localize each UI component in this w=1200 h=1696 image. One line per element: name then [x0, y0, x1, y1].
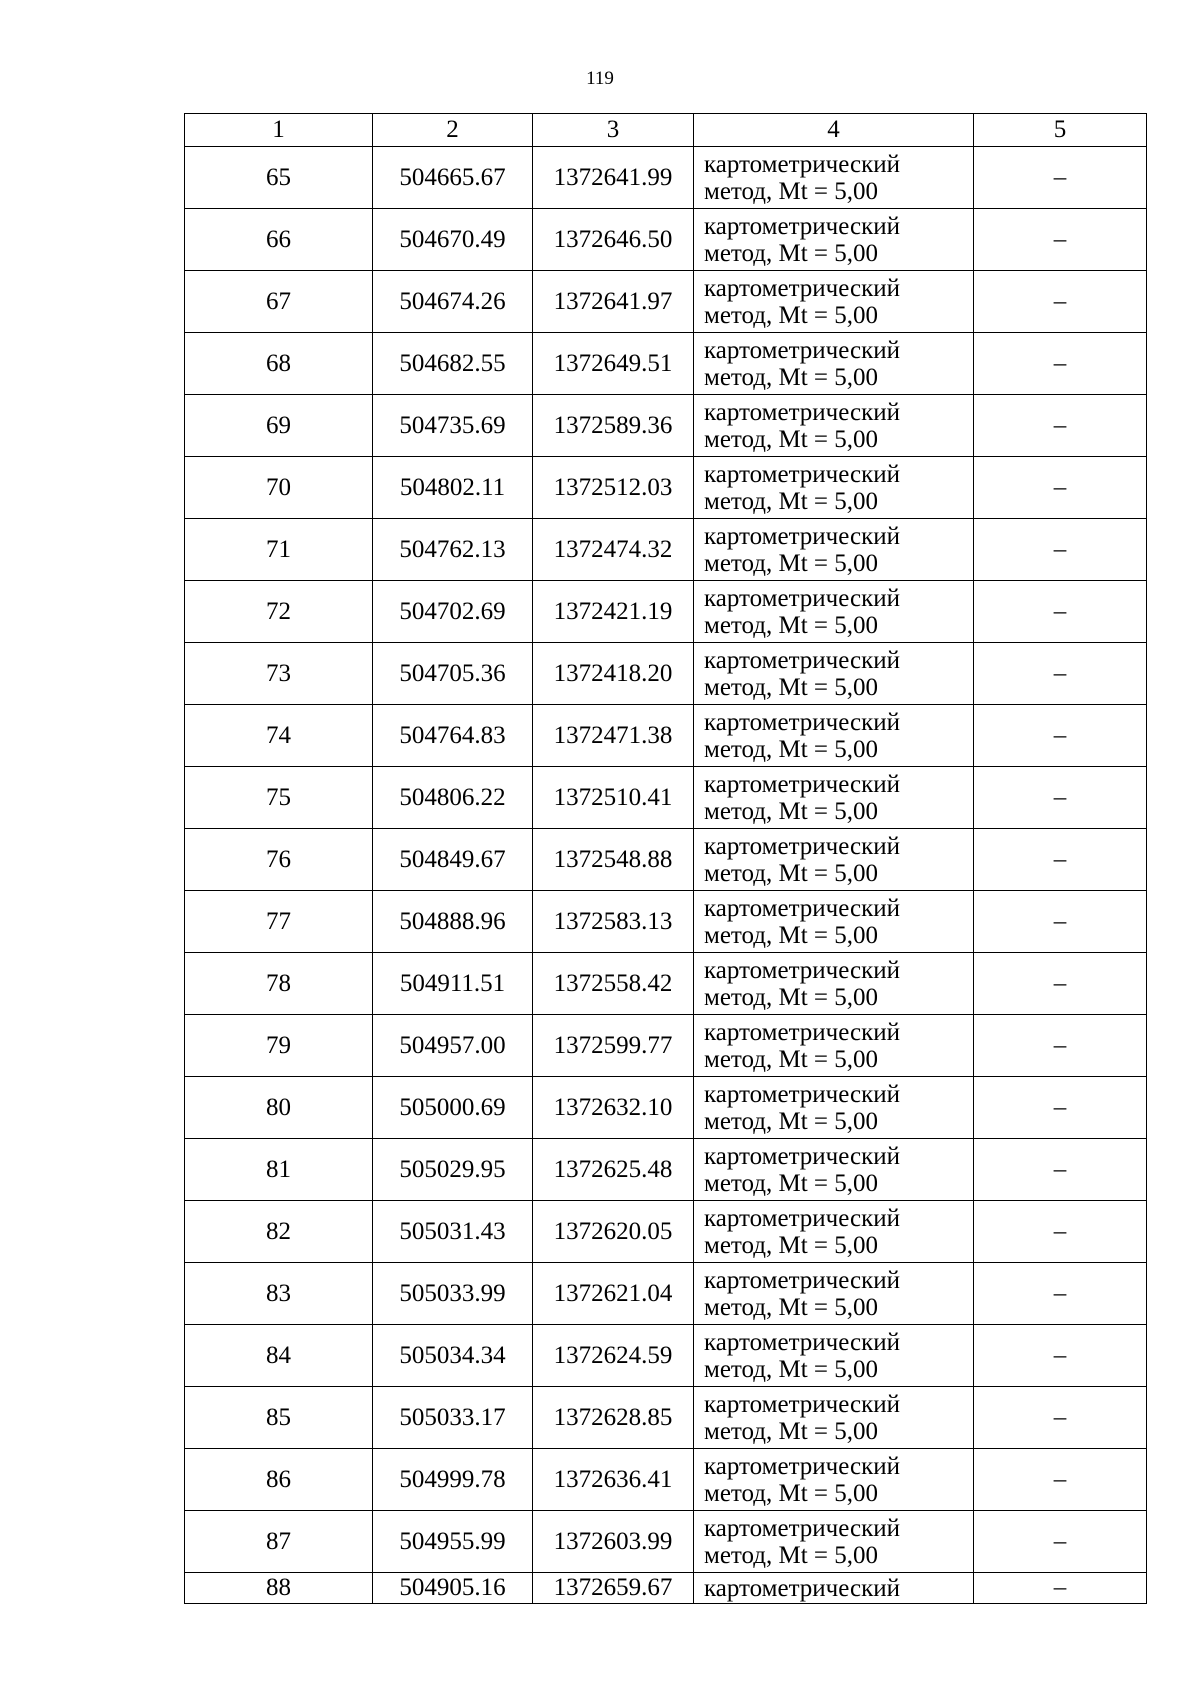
y-coordinate-cell: 1372558.42 [533, 953, 694, 1015]
x-coordinate-cell: 504955.99 [373, 1511, 533, 1573]
method-name: картометрический [704, 708, 900, 736]
method-name: картометрический [704, 150, 900, 178]
table-row [185, 333, 1147, 395]
y-coordinate-cell: 1372599.77 [533, 1015, 694, 1077]
notes-cell: – [974, 1511, 1147, 1573]
point-number-cell: 77 [185, 891, 373, 953]
point-number-cell: 73 [185, 643, 373, 705]
point-number-cell: 65 [185, 147, 373, 209]
method-accuracy: метод, Mt = 5,00 [704, 1541, 879, 1569]
notes-cell: – [974, 1325, 1147, 1387]
table-row [185, 1387, 1147, 1449]
method-accuracy: метод, Mt = 5,00 [704, 1231, 879, 1259]
column-header: 2 [373, 114, 533, 147]
table-row [185, 643, 1147, 705]
method-cell [694, 519, 974, 581]
table-row [185, 767, 1147, 829]
notes-cell: – [974, 147, 1147, 209]
y-coordinate-cell: 1372471.38 [533, 705, 694, 767]
method-accuracy: метод, Mt = 5,00 [704, 1293, 879, 1321]
table-row [185, 1263, 1147, 1325]
table-row [185, 1139, 1147, 1201]
method-name: картометрический [704, 1142, 900, 1170]
point-number-cell: 80 [185, 1077, 373, 1139]
method-accuracy: метод, Mt = 5,00 [704, 487, 879, 515]
y-coordinate-cell: 1372620.05 [533, 1201, 694, 1263]
notes-cell: – [974, 271, 1147, 333]
method-cell [694, 705, 974, 767]
notes-cell: – [974, 1077, 1147, 1139]
method-name: картометрический [704, 398, 900, 426]
point-number-cell: 74 [185, 705, 373, 767]
table-body [185, 114, 1147, 1604]
notes-cell: – [974, 209, 1147, 271]
notes-cell: – [974, 1387, 1147, 1449]
y-coordinate-cell: 1372625.48 [533, 1139, 694, 1201]
method-cell [694, 643, 974, 705]
notes-cell: – [974, 1449, 1147, 1511]
x-coordinate-cell: 504957.00 [373, 1015, 533, 1077]
method-accuracy: метод, Mt = 5,00 [704, 611, 879, 639]
method-name: картометрический [704, 894, 900, 922]
point-number-cell: 84 [185, 1325, 373, 1387]
method-cell [694, 1449, 974, 1511]
method-name: картометрический [704, 1204, 900, 1232]
notes-cell: – [974, 1573, 1147, 1604]
notes-cell: – [974, 333, 1147, 395]
y-coordinate-cell: 1372510.41 [533, 767, 694, 829]
method-accuracy: метод, Mt = 5,00 [704, 239, 879, 267]
y-coordinate-cell: 1372636.41 [533, 1449, 694, 1511]
page-number: 119 [586, 68, 614, 89]
notes-cell: – [974, 643, 1147, 705]
x-coordinate-cell: 504702.69 [373, 581, 533, 643]
notes-cell: – [974, 953, 1147, 1015]
point-number-cell: 78 [185, 953, 373, 1015]
x-coordinate-cell: 505033.17 [373, 1387, 533, 1449]
x-coordinate-cell: 504911.51 [373, 953, 533, 1015]
point-number-cell: 83 [185, 1263, 373, 1325]
method-name: картометрический [704, 770, 900, 798]
method-name: картометрический [704, 1080, 900, 1108]
method-cell [694, 271, 974, 333]
x-coordinate-cell: 504888.96 [373, 891, 533, 953]
method-cell [694, 1077, 974, 1139]
method-cell: картометрический [694, 1573, 974, 1604]
x-coordinate-cell: 504682.55 [373, 333, 533, 395]
point-number-cell: 67 [185, 271, 373, 333]
x-coordinate-cell: 504905.16 [373, 1573, 533, 1604]
y-coordinate-cell: 1372548.88 [533, 829, 694, 891]
x-coordinate-cell: 504849.67 [373, 829, 533, 891]
method-name: картометрический [704, 274, 900, 302]
table-row [185, 1077, 1147, 1139]
x-coordinate-cell: 505034.34 [373, 1325, 533, 1387]
method-accuracy: метод, Mt = 5,00 [704, 177, 879, 205]
point-number-cell: 75 [185, 767, 373, 829]
point-number-cell: 76 [185, 829, 373, 891]
x-coordinate-cell: 505000.69 [373, 1077, 533, 1139]
point-number-cell: 86 [185, 1449, 373, 1511]
method-name: картометрический [704, 1452, 900, 1480]
point-number-cell: 81 [185, 1139, 373, 1201]
method-cell [694, 1263, 974, 1325]
notes-cell: – [974, 1263, 1147, 1325]
y-coordinate-cell: 1372632.10 [533, 1077, 694, 1139]
notes-cell: – [974, 457, 1147, 519]
y-coordinate-cell: 1372649.51 [533, 333, 694, 395]
method-accuracy: метод, Mt = 5,00 [704, 859, 879, 887]
method-accuracy: метод, Mt = 5,00 [704, 921, 879, 949]
x-coordinate-cell: 504764.83 [373, 705, 533, 767]
method-cell [694, 767, 974, 829]
y-coordinate-cell: 1372583.13 [533, 891, 694, 953]
table-row [185, 1573, 1147, 1604]
y-coordinate-cell: 1372659.67 [533, 1573, 694, 1604]
notes-cell: – [974, 767, 1147, 829]
method-cell [694, 395, 974, 457]
table-row [185, 147, 1147, 209]
method-accuracy: метод, Mt = 5,00 [704, 1107, 879, 1135]
notes-cell: – [974, 1139, 1147, 1201]
method-cell [694, 1511, 974, 1573]
method-name: картометрический [704, 646, 900, 674]
table-row [185, 953, 1147, 1015]
notes-cell: – [974, 705, 1147, 767]
method-accuracy: метод, Mt = 5,00 [704, 983, 879, 1011]
table-row [185, 1511, 1147, 1573]
column-header: 4 [694, 114, 974, 147]
point-number-cell: 82 [185, 1201, 373, 1263]
x-coordinate-cell: 504665.67 [373, 147, 533, 209]
x-coordinate-cell: 504735.69 [373, 395, 533, 457]
method-accuracy: метод, Mt = 5,00 [704, 1169, 879, 1197]
x-coordinate-cell: 505031.43 [373, 1201, 533, 1263]
y-coordinate-cell: 1372646.50 [533, 209, 694, 271]
method-name: картометрический [704, 1018, 900, 1046]
method-name: картометрический [704, 522, 900, 550]
table-row [185, 891, 1147, 953]
method-name: картометрический [704, 1514, 900, 1542]
point-number-cell: 70 [185, 457, 373, 519]
y-coordinate-cell: 1372628.85 [533, 1387, 694, 1449]
point-number-cell: 88 [185, 1573, 373, 1604]
table-row [185, 519, 1147, 581]
method-cell [694, 147, 974, 209]
column-header: 1 [185, 114, 373, 147]
method-cell [694, 829, 974, 891]
method-accuracy: метод, Mt = 5,00 [704, 673, 879, 701]
table-row [185, 395, 1147, 457]
point-number-cell: 87 [185, 1511, 373, 1573]
method-name: картометрический [704, 1390, 900, 1418]
method-accuracy: метод, Mt = 5,00 [704, 549, 879, 577]
method-cell [694, 1325, 974, 1387]
y-coordinate-cell: 1372624.59 [533, 1325, 694, 1387]
y-coordinate-cell: 1372621.04 [533, 1263, 694, 1325]
column-header: 5 [974, 114, 1147, 147]
method-accuracy: метод, Mt = 5,00 [704, 363, 879, 391]
notes-cell: – [974, 519, 1147, 581]
method-name: картометрический [704, 1266, 900, 1294]
method-accuracy: метод, Mt = 5,00 [704, 425, 879, 453]
point-number-cell: 69 [185, 395, 373, 457]
method-name: картометрический [704, 460, 900, 488]
point-number-cell: 68 [185, 333, 373, 395]
method-cell [694, 1387, 974, 1449]
method-accuracy: метод, Mt = 5,00 [704, 1045, 879, 1073]
x-coordinate-cell: 504674.26 [373, 271, 533, 333]
notes-cell: – [974, 1201, 1147, 1263]
point-number-cell: 66 [185, 209, 373, 271]
x-coordinate-cell: 504802.11 [373, 457, 533, 519]
point-number-cell: 71 [185, 519, 373, 581]
x-coordinate-cell: 504762.13 [373, 519, 533, 581]
point-number-cell: 79 [185, 1015, 373, 1077]
notes-cell: – [974, 581, 1147, 643]
y-coordinate-cell: 1372421.19 [533, 581, 694, 643]
method-name: картометрический [704, 212, 900, 240]
method-name: картометрический [704, 1328, 900, 1356]
table-row [185, 581, 1147, 643]
method-cell [694, 209, 974, 271]
table-row [185, 705, 1147, 767]
method-accuracy: метод, Mt = 5,00 [704, 735, 879, 763]
notes-cell: – [974, 891, 1147, 953]
method-accuracy: метод, Mt = 5,00 [704, 1479, 879, 1507]
point-number-cell: 85 [185, 1387, 373, 1449]
table-row [185, 457, 1147, 519]
method-cell [694, 457, 974, 519]
x-coordinate-cell: 504999.78 [373, 1449, 533, 1511]
table-row [185, 1325, 1147, 1387]
method-name: картометрический [704, 832, 900, 860]
table-row [185, 829, 1147, 891]
method-accuracy: метод, Mt = 5,00 [704, 797, 879, 825]
notes-cell: – [974, 395, 1147, 457]
notes-cell: – [974, 829, 1147, 891]
y-coordinate-cell: 1372589.36 [533, 395, 694, 457]
method-name: картометрический [704, 956, 900, 984]
method-accuracy: метод, Mt = 5,00 [704, 301, 879, 329]
table-header-row [185, 114, 1147, 147]
y-coordinate-cell: 1372603.99 [533, 1511, 694, 1573]
method-cell [694, 891, 974, 953]
y-coordinate-cell: 1372641.97 [533, 271, 694, 333]
method-name: картометрический [704, 584, 900, 612]
x-coordinate-cell: 505033.99 [373, 1263, 533, 1325]
method-name: картометрический [704, 336, 900, 364]
x-coordinate-cell: 505029.95 [373, 1139, 533, 1201]
x-coordinate-cell: 504806.22 [373, 767, 533, 829]
method-cell [694, 1015, 974, 1077]
column-header: 3 [533, 114, 694, 147]
method-cell [694, 333, 974, 395]
coordinates-table [184, 113, 1147, 1604]
table-row [185, 209, 1147, 271]
y-coordinate-cell: 1372474.32 [533, 519, 694, 581]
method-cell [694, 1201, 974, 1263]
y-coordinate-cell: 1372641.99 [533, 147, 694, 209]
method-accuracy: метод, Mt = 5,00 [704, 1417, 879, 1445]
table-row [185, 1449, 1147, 1511]
y-coordinate-cell: 1372512.03 [533, 457, 694, 519]
table-row [185, 1015, 1147, 1077]
x-coordinate-cell: 504705.36 [373, 643, 533, 705]
method-cell [694, 1139, 974, 1201]
point-number-cell: 72 [185, 581, 373, 643]
y-coordinate-cell: 1372418.20 [533, 643, 694, 705]
notes-cell: – [974, 1015, 1147, 1077]
table-row [185, 271, 1147, 333]
method-cell [694, 953, 974, 1015]
method-accuracy: метод, Mt = 5,00 [704, 1355, 879, 1383]
table-row [185, 1201, 1147, 1263]
x-coordinate-cell: 504670.49 [373, 209, 533, 271]
method-cell [694, 581, 974, 643]
